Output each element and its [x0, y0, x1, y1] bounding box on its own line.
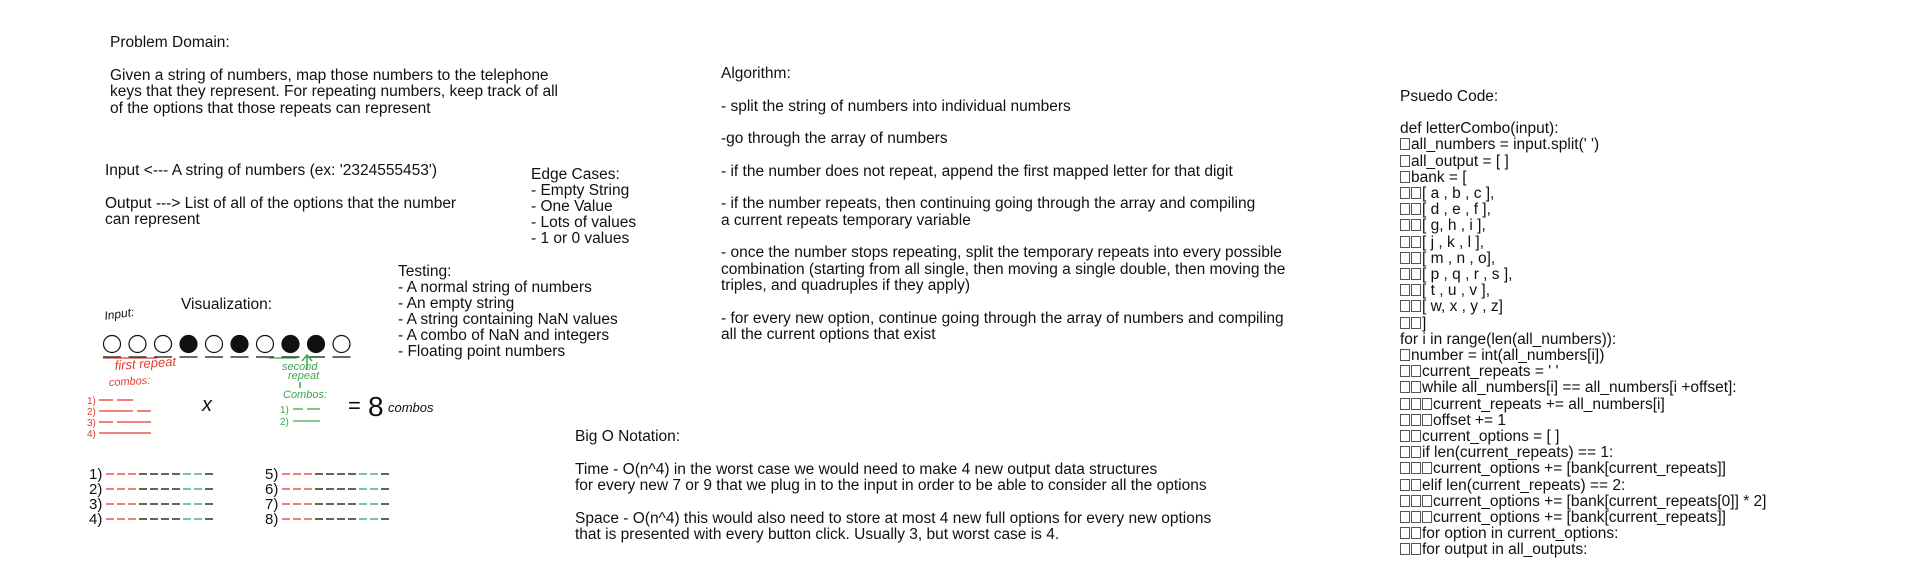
code-text: [ j , k , l ],: [1422, 233, 1485, 251]
code-text: [ w, x , y , z]: [1422, 298, 1503, 316]
code-text: current_repeats = ' ': [1422, 363, 1559, 381]
code-line: [1400, 364, 1766, 380]
tab-glyph: [1400, 317, 1410, 329]
second-repeat-combos: [280, 405, 320, 428]
code-text: offset += 1: [1433, 411, 1506, 429]
tab-glyph: [1400, 349, 1410, 361]
tab-glyph: [1400, 527, 1410, 539]
tab-glyph: [1400, 430, 1410, 442]
tab-glyph: [1400, 414, 1410, 426]
code-line: [1400, 137, 1766, 153]
algorithm-step: all the current options that exist: [721, 326, 936, 343]
input-description: Input <--- A string of numbers (ex: '2324555453'): [105, 162, 438, 179]
equals-sign: =: [348, 393, 361, 418]
code-text: [ a , b , c ],: [1422, 185, 1495, 203]
filled-circle: [180, 336, 197, 353]
empty-circle: [129, 336, 146, 353]
tab-glyph: [1411, 479, 1421, 491]
tab-glyph: [1411, 317, 1421, 329]
empty-circle: [206, 336, 223, 353]
filled-circle: [231, 336, 248, 353]
code-line: [1400, 186, 1766, 202]
tab-glyph: [1400, 446, 1410, 458]
tab-glyph: [1400, 479, 1410, 491]
result-row-label: 5): [265, 466, 279, 483]
code-line: [1400, 510, 1766, 526]
tab-glyph: [1411, 381, 1421, 393]
tab-glyph: [1400, 365, 1410, 377]
code-line: [1400, 283, 1766, 299]
tab-glyph: [1400, 268, 1410, 280]
multiply-sign: x: [202, 394, 212, 416]
tab-glyph: [1411, 511, 1421, 523]
algorithm-section: [721, 66, 1285, 344]
empty-circle: [104, 336, 121, 353]
tab-glyph: [1400, 138, 1410, 150]
code-text: [ p , q , r , s ],: [1422, 266, 1513, 284]
tab-glyph: [1400, 381, 1410, 393]
tab-glyph: [1400, 511, 1410, 523]
edge-case-item: - Lots of values: [531, 214, 637, 231]
code-line: [1400, 267, 1766, 283]
empty-circle: [257, 336, 274, 353]
code-line: [1400, 154, 1766, 170]
algorithm-step: -go through the array of numbers: [721, 130, 948, 147]
code-text: for option in current_options:: [1422, 525, 1619, 543]
tab-glyph: [1422, 414, 1432, 426]
tab-glyph: [1411, 300, 1421, 312]
result-row-label: 6): [265, 481, 279, 498]
combo-row-label: 1): [280, 405, 289, 416]
tab-glyph: [1411, 187, 1421, 199]
problem-domain-section: [110, 35, 558, 117]
combo-row-label: 4): [87, 429, 96, 440]
tab-glyph: [1411, 219, 1421, 231]
code-line: [1400, 170, 1766, 186]
algorithm-step: a current repeats temporary variable: [721, 211, 971, 229]
code-text: def letterCombo(input):: [1400, 120, 1559, 138]
tab-glyph: [1400, 543, 1410, 555]
tab-glyph: [1411, 527, 1421, 539]
tab-glyph: [1400, 462, 1410, 474]
testing-item: - A combo of NaN and integers: [398, 327, 610, 344]
code-text: while all_numbers[i] == all_numbers[i +offset]:: [1422, 379, 1737, 397]
tab-glyph: [1400, 398, 1410, 410]
time-complexity-line: Time - O(n^4) in the worst case we would need to make 4 new output data structures: [575, 460, 1158, 478]
code-line: [1400, 494, 1766, 510]
tab-glyph: [1411, 446, 1421, 458]
code-text: [ t , u , v ],: [1422, 282, 1491, 300]
pseudo-code-heading: Psuedo Code:: [1400, 88, 1499, 105]
tab-glyph: [1411, 284, 1421, 296]
edge-case-item: - Empty String: [531, 182, 630, 199]
code-text: bank = [: [1411, 168, 1467, 186]
code-text: for output in all_outputs:: [1422, 541, 1588, 559]
tab-glyph: [1411, 203, 1421, 215]
second-repeat-label: second: [282, 361, 318, 373]
pseudo-code-lines: [1400, 121, 1766, 558]
code-line: [1400, 478, 1766, 494]
empty-circle: [155, 336, 172, 353]
tab-glyph: [1400, 236, 1410, 248]
result-row-label: 8): [265, 511, 279, 528]
code-text: all_output = [ ]: [1411, 152, 1509, 170]
tab-glyph: [1411, 398, 1421, 410]
tab-glyph: [1400, 252, 1410, 264]
tab-glyph: [1400, 284, 1410, 296]
output-description: can represent: [105, 211, 200, 228]
visualization-heading: Visualization:: [181, 296, 273, 313]
testing-item: - A string containing NaN values: [398, 311, 618, 328]
input-circles: [103, 336, 351, 359]
code-line: [1400, 348, 1766, 364]
code-line: [1400, 445, 1766, 461]
testing-item: - An empty string: [398, 295, 515, 312]
code-line: [1400, 251, 1766, 267]
code-line: [1400, 332, 1766, 348]
total-combos-value: 8: [368, 391, 384, 422]
tab-glyph: [1400, 155, 1410, 167]
code-text: current_repeats += all_numbers[i]: [1433, 395, 1665, 413]
combo-row-label: 1): [87, 396, 96, 407]
code-line: [1400, 413, 1766, 429]
space-complexity-line: Space - O(n^4) this would also need to store at most 4 new full options for every new options: [575, 509, 1212, 527]
code-text: current_options += [bank[current_repeats]]: [1433, 509, 1726, 527]
combo-row-label: 2): [87, 407, 96, 418]
first-combos-label: combos:: [108, 374, 151, 389]
code-text: [ d , e , f ],: [1422, 201, 1491, 219]
result-combos: [89, 466, 389, 528]
space-complexity-line: that is presented with every button click. Usually 3, but worst case is 4.: [575, 526, 1060, 543]
testing-item: - A normal string of numbers: [398, 279, 592, 296]
algorithm-step: - if the number does not repeat, append the first mapped letter for that digit: [721, 162, 1233, 180]
code-line: [1400, 121, 1766, 137]
io-section: [105, 163, 456, 229]
problem-domain-heading: Problem Domain:: [110, 34, 230, 51]
tab-glyph: [1411, 236, 1421, 248]
filled-circle: [308, 336, 325, 353]
first-repeat-label: first repeat: [114, 353, 177, 373]
edge-case-item: - One Value: [531, 198, 613, 215]
testing-heading: Testing:: [398, 263, 452, 280]
tab-glyph: [1400, 219, 1410, 231]
result-row-label: 1): [89, 466, 103, 483]
algorithm-step: - for every new option, continue going through the array of numbers and compiling: [721, 309, 1284, 327]
tab-glyph: [1422, 495, 1432, 507]
edge-case-item: - 1 or 0 values: [531, 230, 630, 247]
code-line: [1400, 316, 1766, 332]
code-text: current_options = [ ]: [1422, 428, 1560, 446]
problem-line: of the options that those repeats can represent: [110, 99, 431, 117]
tab-glyph: [1422, 462, 1432, 474]
code-line: [1400, 299, 1766, 315]
code-line: [1400, 380, 1766, 396]
code-line: [1400, 397, 1766, 413]
filled-circle: [282, 336, 299, 353]
tab-glyph: [1411, 495, 1421, 507]
tab-glyph: [1411, 268, 1421, 280]
tab-glyph: [1411, 462, 1421, 474]
tab-glyph: [1400, 187, 1410, 199]
edge-cases-section: [531, 167, 636, 247]
input-label: Input:: [103, 304, 136, 323]
code-text: [ g, h , i ],: [1422, 217, 1486, 235]
algorithm-step: - if the number repeats, then continuing going through the array and compiling: [721, 195, 1256, 212]
algorithm-step: - split the string of numbers into individual numbers: [721, 97, 1071, 115]
second-combos-label: Combos:: [283, 389, 328, 401]
code-line: [1400, 202, 1766, 218]
result-row-label: 3): [89, 496, 103, 513]
code-text: current_options += [bank[current_repeats[0]] * 2]: [1433, 492, 1767, 510]
code-text: [ m , n , o],: [1422, 249, 1496, 267]
combo-row-label: 3): [87, 418, 96, 429]
tab-glyph: [1411, 252, 1421, 264]
code-text: ]: [1422, 314, 1427, 332]
code-line: [1400, 218, 1766, 234]
pseudo-code-section: [1400, 89, 1766, 559]
code-line: [1400, 526, 1766, 542]
tab-glyph: [1411, 543, 1421, 555]
big-o-heading: Big O Notation:: [575, 428, 681, 445]
result-row-label: 2): [89, 481, 103, 498]
tab-glyph: [1400, 171, 1410, 183]
second-repeat-label: repeat: [288, 370, 320, 382]
time-complexity-line: for every new 7 or 9 that we plug in to the input in order to be able to consider all the options: [575, 477, 1207, 494]
big-o-section: [575, 429, 1211, 544]
tab-glyph: [1411, 365, 1421, 377]
code-text: current_options += [bank[current_repeats]]: [1433, 460, 1726, 478]
result-row-label: 7): [265, 496, 279, 513]
tab-glyph: [1400, 203, 1410, 215]
code-text: all_numbers = input.split(' '): [1411, 136, 1600, 154]
tab-glyph: [1422, 511, 1432, 523]
code-text: for i in range(len(all_numbers)):: [1400, 330, 1617, 348]
algorithm-step: triples, and quadruples if they apply): [721, 277, 971, 294]
algorithm-step: - once the number stops repeating, split the temporary repeats into every possible: [721, 244, 1282, 261]
code-line: [1400, 429, 1766, 445]
code-text: number = int(all_numbers[i]): [1411, 347, 1605, 365]
problem-line: Given a string of numbers, map those numbers to the telephone: [110, 66, 549, 84]
empty-circle: [333, 336, 350, 353]
tab-glyph: [1400, 495, 1410, 507]
tab-glyph: [1400, 300, 1410, 312]
code-line: [1400, 461, 1766, 477]
visualization-sketch: [85, 300, 485, 560]
edge-cases-heading: Edge Cases:: [531, 166, 620, 183]
testing-item: - Floating point numbers: [398, 343, 566, 360]
code-text: elif len(current_repeats) == 2:: [1422, 476, 1626, 494]
output-description: Output ---> List of all of the options that the number: [105, 194, 457, 212]
total-combos-label: combos: [388, 400, 434, 415]
result-row-label: 4): [89, 511, 103, 528]
problem-line: keys that they represent. For repeating numbers, keep track of all: [110, 83, 559, 100]
code-line: [1400, 542, 1766, 558]
algorithm-step: combination (starting from all single, then moving a single double, then moving the: [721, 260, 1286, 278]
code-text: if len(current_repeats) == 1:: [1422, 444, 1614, 462]
first-repeat-combos: [87, 396, 151, 440]
code-line: [1400, 235, 1766, 251]
tab-glyph: [1411, 430, 1421, 442]
combo-row-label: 2): [280, 417, 289, 428]
tab-glyph: [1411, 414, 1421, 426]
tab-glyph: [1422, 398, 1432, 410]
algorithm-heading: Algorithm:: [721, 65, 791, 82]
